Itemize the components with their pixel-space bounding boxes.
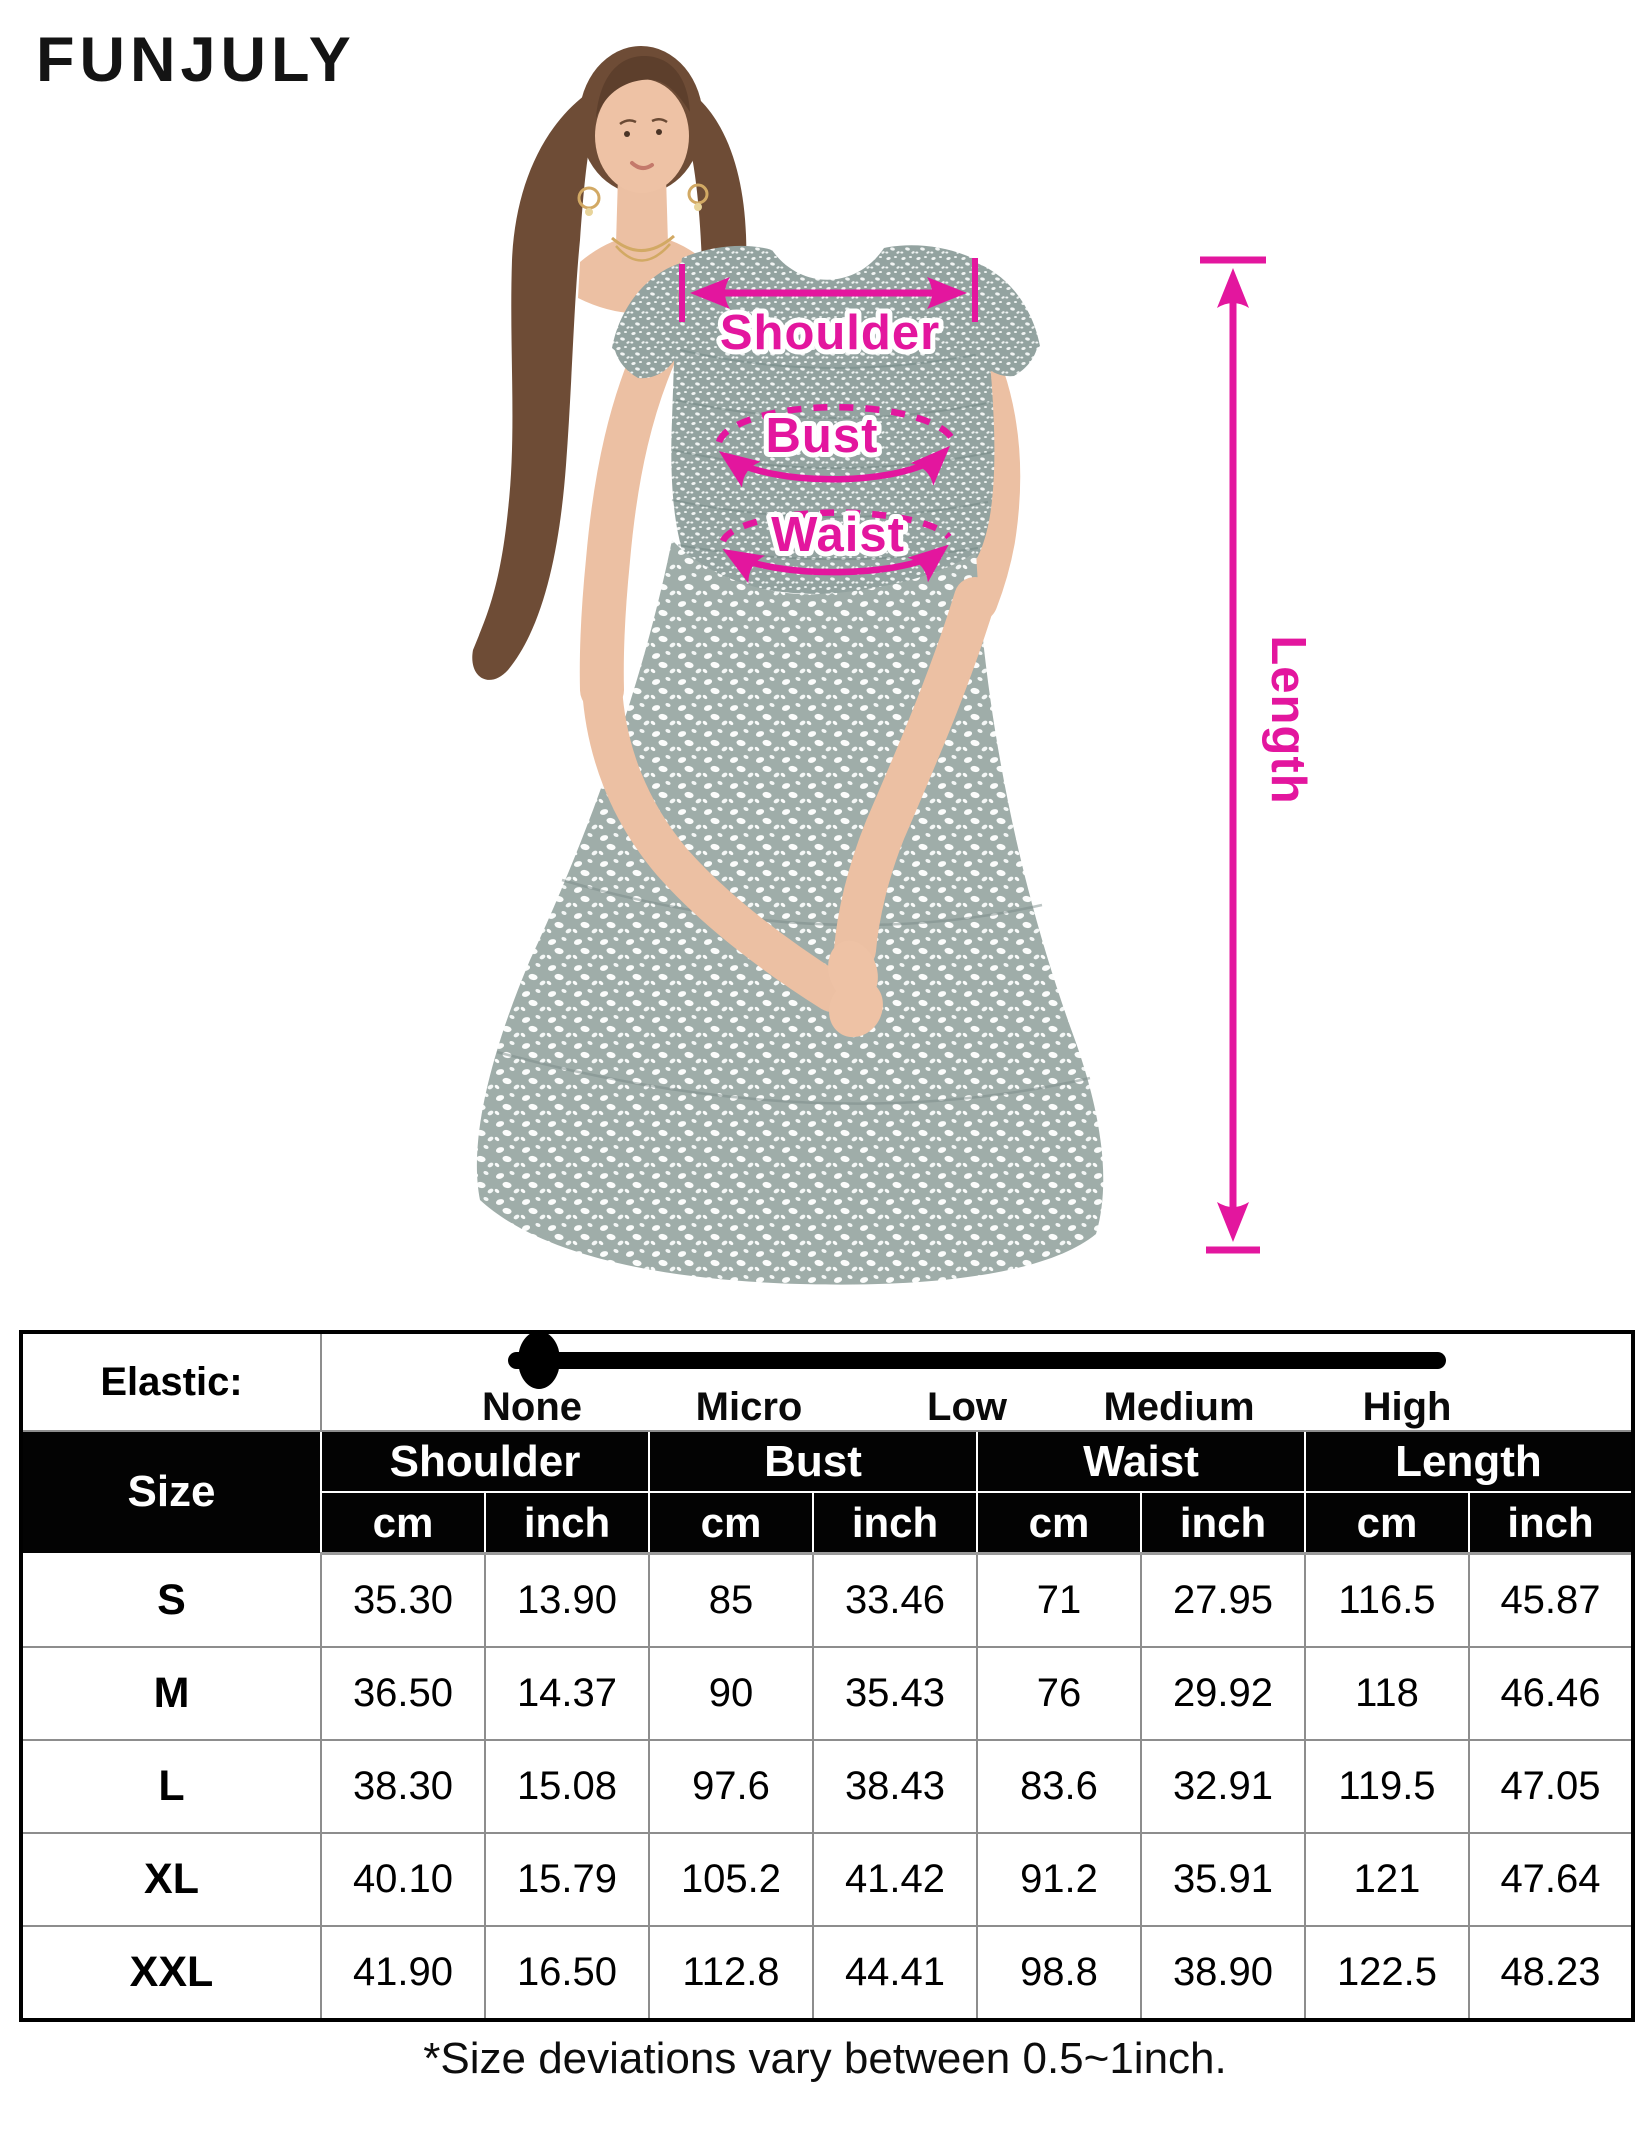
value-cell: 44.41: [813, 1926, 977, 2020]
value-cell: 105.2: [649, 1833, 813, 1926]
value-cell: 119.5: [1305, 1740, 1469, 1833]
value-cell: 97.6: [649, 1740, 813, 1833]
size-deviation-note: *Size deviations vary between 0.5~1inch.: [423, 2034, 1227, 2083]
value-cell: 71: [977, 1554, 1141, 1648]
size-chart-table: [19, 1330, 1635, 2022]
value-cell: 40.10: [321, 1833, 485, 1926]
value-cell: 76: [977, 1647, 1141, 1740]
brand-logo: FUNJULY: [36, 25, 356, 95]
table-row-xl: [21, 1833, 1633, 1926]
value-cell: 38.30: [321, 1740, 485, 1833]
waist-label: Waist: [771, 508, 905, 562]
unit-inch: inch: [1469, 1492, 1633, 1554]
unit-cm: cm: [977, 1492, 1141, 1554]
col-header-shoulder: Shoulder: [321, 1431, 649, 1492]
col-header-bust: Bust: [649, 1431, 977, 1492]
value-cell: 85: [649, 1554, 813, 1648]
value-cell: 35.91: [1141, 1833, 1305, 1926]
size-label: M: [21, 1647, 321, 1740]
value-cell: 27.95: [1141, 1554, 1305, 1648]
table-row-l: [21, 1740, 1633, 1833]
value-cell: 38.90: [1141, 1926, 1305, 2020]
bust-label: Bust: [765, 409, 879, 463]
value-cell: 15.79: [485, 1833, 649, 1926]
value-cell: 122.5: [1305, 1926, 1469, 2020]
elastic-level-high: High: [1362, 1385, 1452, 1429]
value-cell: 83.6: [977, 1740, 1141, 1833]
value-cell: 29.92: [1141, 1647, 1305, 1740]
value-cell: 41.42: [813, 1833, 977, 1926]
elastic-level-none: None: [482, 1385, 582, 1429]
size-label: XL: [21, 1833, 321, 1926]
value-cell: 33.46: [813, 1554, 977, 1648]
value-cell: 16.50: [485, 1926, 649, 2020]
size-label: S: [21, 1554, 321, 1648]
table-row-m: [21, 1647, 1633, 1740]
unit-inch: inch: [485, 1492, 649, 1554]
elastic-slider-knob: [518, 1331, 560, 1389]
length-label: Length: [1261, 635, 1315, 805]
value-cell: 15.08: [485, 1740, 649, 1833]
value-cell: 36.50: [321, 1647, 485, 1740]
value-cell: 32.91: [1141, 1740, 1305, 1833]
unit-cm: cm: [321, 1492, 485, 1554]
elastic-level-low: Low: [927, 1385, 1007, 1429]
elastic-label: Elastic:: [21, 1332, 321, 1431]
shoulder-label: Shoulder: [719, 306, 941, 360]
value-cell: 90: [649, 1647, 813, 1740]
value-cell: 47.64: [1469, 1833, 1633, 1926]
value-cell: 118: [1305, 1647, 1469, 1740]
table-row-s: [21, 1554, 1633, 1648]
elastic-scale: [321, 1332, 1633, 1431]
col-header-length: Length: [1305, 1431, 1633, 1492]
unit-inch: inch: [1141, 1492, 1305, 1554]
unit-inch: inch: [813, 1492, 977, 1554]
value-cell: 47.05: [1469, 1740, 1633, 1833]
elastic-row: [21, 1332, 1633, 1431]
model-figure: [472, 46, 1103, 1285]
length-arrow: [1200, 260, 1266, 1250]
elastic-level-micro: Micro: [695, 1385, 803, 1429]
value-cell: 45.87: [1469, 1554, 1633, 1648]
value-cell: 35.30: [321, 1554, 485, 1648]
table-row-xxl: [21, 1926, 1633, 2020]
value-cell: 48.23: [1469, 1926, 1633, 2020]
value-cell: 38.43: [813, 1740, 977, 1833]
value-cell: 116.5: [1305, 1554, 1469, 1648]
size-corner-header: Size: [21, 1431, 321, 1554]
col-header-waist: Waist: [977, 1431, 1305, 1492]
elastic-level-medium: Medium: [1103, 1385, 1255, 1429]
value-cell: 13.90: [485, 1554, 649, 1648]
size-label: XXL: [21, 1926, 321, 2020]
table-header-row: [21, 1431, 1633, 1492]
value-cell: 41.90: [321, 1926, 485, 2020]
value-cell: 121: [1305, 1833, 1469, 1926]
value-cell: 14.37: [485, 1647, 649, 1740]
value-cell: 91.2: [977, 1833, 1141, 1926]
unit-cm: cm: [1305, 1492, 1469, 1554]
size-label: L: [21, 1740, 321, 1833]
value-cell: 35.43: [813, 1647, 977, 1740]
unit-cm: cm: [649, 1492, 813, 1554]
value-cell: 112.8: [649, 1926, 813, 2020]
elastic-slider-track: [508, 1352, 1446, 1369]
value-cell: 98.8: [977, 1926, 1141, 2020]
value-cell: 46.46: [1469, 1647, 1633, 1740]
